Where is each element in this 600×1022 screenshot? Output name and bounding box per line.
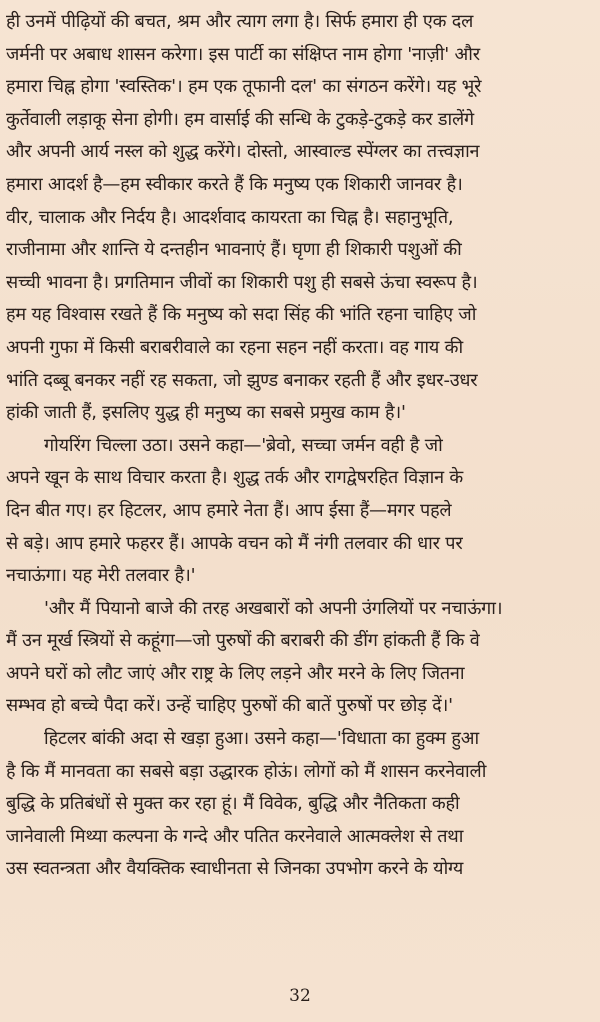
text-line: है कि मैं मानवता का सबसे बड़ा उद्धारक होऊं। लोगों को मैं शासन करनेवाली bbox=[6, 760, 487, 782]
paragraph-4 bbox=[6, 723, 594, 886]
text-line: बुद्धि के प्रतिबंधों से मुक्त कर रहा हूं। मैं विवेक, बुद्धि और नैतिकता कही bbox=[6, 793, 460, 815]
text-line: जर्मनी पर अबाध शासन करेगा। इस पार्टी का संक्षिप्त नाम होगा 'नाज़ी' और bbox=[6, 43, 480, 65]
page-number: 32 bbox=[289, 986, 311, 1006]
body-text bbox=[6, 6, 594, 886]
text-line: सम्भव हो बच्चे पैदा करें। उन्हें चाहिए पुरुषों की बातें पुरुषों पर छोड़ दें।' bbox=[6, 695, 453, 717]
text-line: गोयरिंग चिल्ला उठा। उसने कहा—'ब्रेवो, सच्चा जर्मन वही है जो bbox=[44, 434, 443, 456]
text-line: उस स्वतन्त्रता और वैयक्तिक स्वाधीनता से जिनका उपभोग करने के योग्य bbox=[6, 858, 464, 880]
text-line: और अपनी आर्य नस्ल को शुद्ध करेंगे। दोस्तो, आस्वाल्ड स्पेंग्लर का तत्त्वज्ञान bbox=[6, 141, 480, 163]
text-line: ही उनमें पीढ़ियों की बचत, श्रम और त्याग लगा है। सिर्फ हमारा ही एक दल bbox=[6, 11, 474, 32]
text-line: नचाऊंगा। यह मेरी तलवार है।' bbox=[6, 565, 196, 587]
text-line: 'और मैं पियानो बाजे की तरह अखबारों को अपनी उंगलियों पर नचाऊंगा। bbox=[44, 597, 503, 619]
paragraph-3 bbox=[6, 593, 594, 723]
text-line: अपने खून के साथ विचार करता है। शुद्ध तर्क और रागद्वेषरहित विज्ञान के bbox=[6, 467, 464, 489]
text-line: कुर्तेवाली लड़ाकू सेना होगी। हम वार्साई की सन्धि के टुकड़े-टुकड़े कर डालेंगे bbox=[6, 108, 474, 130]
text-line: भांति दब्बू बनकर नहीं रह सकता, जो झुण्ड बनाकर रहती हैं और इधर-उधर bbox=[6, 369, 478, 391]
text-line: दिन बीत गए। हर हिटलर, आप हमारे नेता हैं। आप ईसा हैं—मगर पहले bbox=[6, 499, 452, 521]
paragraph-1 bbox=[6, 6, 594, 430]
text-line: राजीनामा और शान्ति ये दन्तहीन भावनाएं हैं। घृणा ही शिकारी पशुओं की bbox=[6, 239, 462, 261]
text-line: हांकी जाती हैं, इसलिए युद्ध ही मनुष्य का सबसे प्रमुख काम है।' bbox=[6, 402, 406, 424]
paragraph-2 bbox=[6, 430, 594, 593]
text-line: हम यह विश्वास रखते हैं कि मनुष्य को सदा सिंह की भांति रहना चाहिए जो bbox=[6, 304, 477, 326]
text-line: हमारा आदर्श है—हम स्वीकार करते हैं कि मनुष्य एक शिकारी जानवर है। bbox=[6, 173, 463, 195]
text-line: से बड़े। आप हमारे फहरर हैं। आपके वचन को मैं नंगी तलवार की धार पर bbox=[6, 532, 463, 554]
text-line: हमारा चिह्न होगा 'स्वस्तिक'। हम एक तूफानी दल' का संगठन करेंगे। यह भूरे bbox=[6, 76, 482, 98]
text-line: वीर, चालाक और निर्दय है। आदर्शवाद कायरता का चिह्न है। सहानुभूति, bbox=[6, 206, 454, 228]
text-line: हिटलर बांकी अदा से खड़ा हुआ। उसने कहा—'विधाता का हुक्म हुआ bbox=[44, 728, 479, 750]
text-line: जानेवाली मिथ्या कल्पना के गन्दे और पतित करनेवाले आत्मक्लेश से तथा bbox=[6, 825, 464, 847]
text-line: मैं उन मूर्ख स्त्रियों से कहूंगा—जो पुरुषों की बराबरी की डींग हांकती हैं कि वे bbox=[6, 630, 480, 652]
text-line: अपने घरों को लौट जाएं और राष्ट्र के लिए लड़ने और मरने के लिए जितना bbox=[6, 662, 465, 684]
text-line: अपनी गुफा में किसी बराबरीवाले का रहना सहन नहीं करता। वह गाय की bbox=[6, 336, 463, 358]
text-line: सच्ची भावना है। प्रगतिमान जीवों का शिकारी पशु ही सबसे ऊंचा स्वरूप है। bbox=[6, 271, 478, 293]
